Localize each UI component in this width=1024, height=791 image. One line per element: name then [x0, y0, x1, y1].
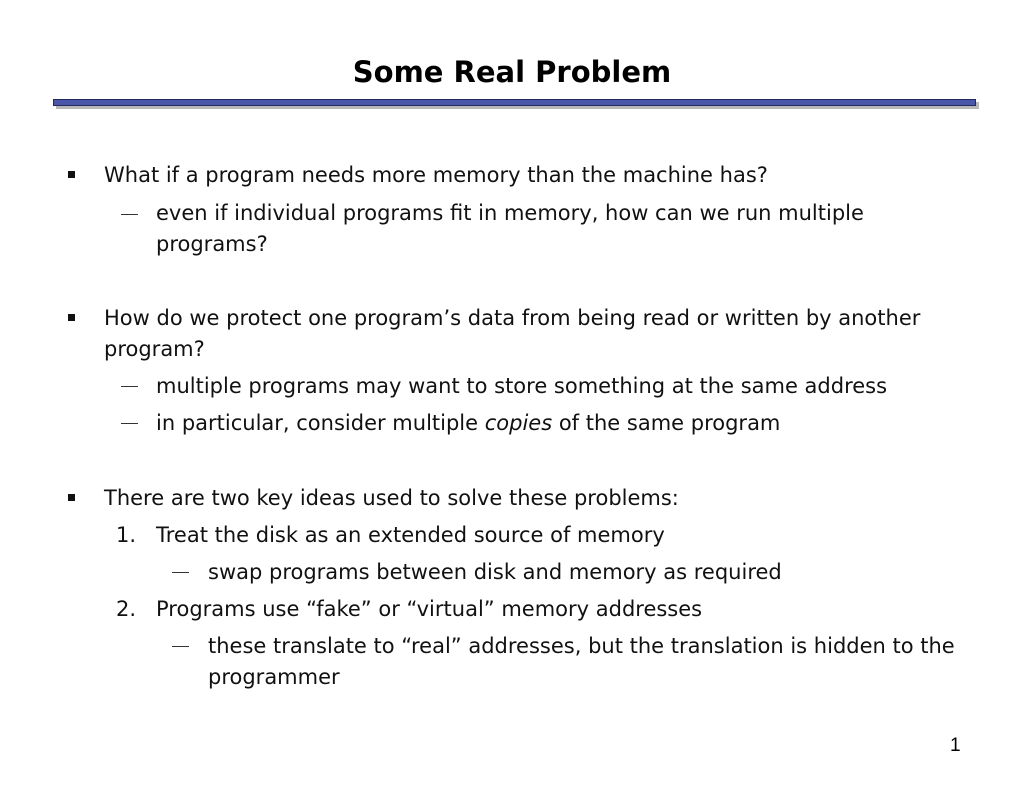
dash-bullet-icon — [121, 423, 138, 424]
slide-title: Some Real Problem — [352, 55, 672, 89]
list-number: 2. — [116, 597, 137, 621]
square-bullet-icon — [68, 494, 75, 501]
sub-bullet-item: these translate to “real” addresses, but the translation is hidden to the programmer — [208, 634, 955, 689]
sub-bullet-item: swap programs between disk and memory as required — [208, 560, 782, 584]
square-bullet-icon — [68, 314, 75, 321]
dash-bullet-icon — [121, 386, 138, 387]
sub-bullet-item: even if individual programs fit in memory, how can we run multiple programs? — [156, 201, 864, 256]
numbered-item: Treat the disk as an extended source of memory — [156, 523, 665, 547]
dash-bullet-icon — [172, 646, 189, 647]
bullet-item: How do we protect one program’s data from being read or written by another program? — [104, 306, 921, 361]
sub-bullet-text: of the same program — [552, 411, 781, 435]
square-bullet-icon — [68, 171, 75, 178]
bullet-item: There are two key ideas used to solve these problems: — [104, 486, 679, 510]
numbered-item: Programs use “fake” or “virtual” memory addresses — [156, 597, 703, 621]
page-number: 1 — [950, 735, 961, 756]
sub-bullet-item: multiple programs may want to store something at the same address — [156, 374, 888, 398]
dash-bullet-icon — [121, 214, 138, 215]
list-number: 1. — [116, 523, 137, 547]
emphasized-text: copies — [484, 411, 553, 435]
dash-bullet-icon — [172, 572, 189, 573]
bullet-item: What if a program needs more memory than the machine has? — [104, 163, 768, 187]
sub-bullet-text: in particular, consider multiple — [156, 411, 485, 435]
sub-bullet-item — [156, 408, 986, 439]
title-underline — [53, 99, 976, 106]
